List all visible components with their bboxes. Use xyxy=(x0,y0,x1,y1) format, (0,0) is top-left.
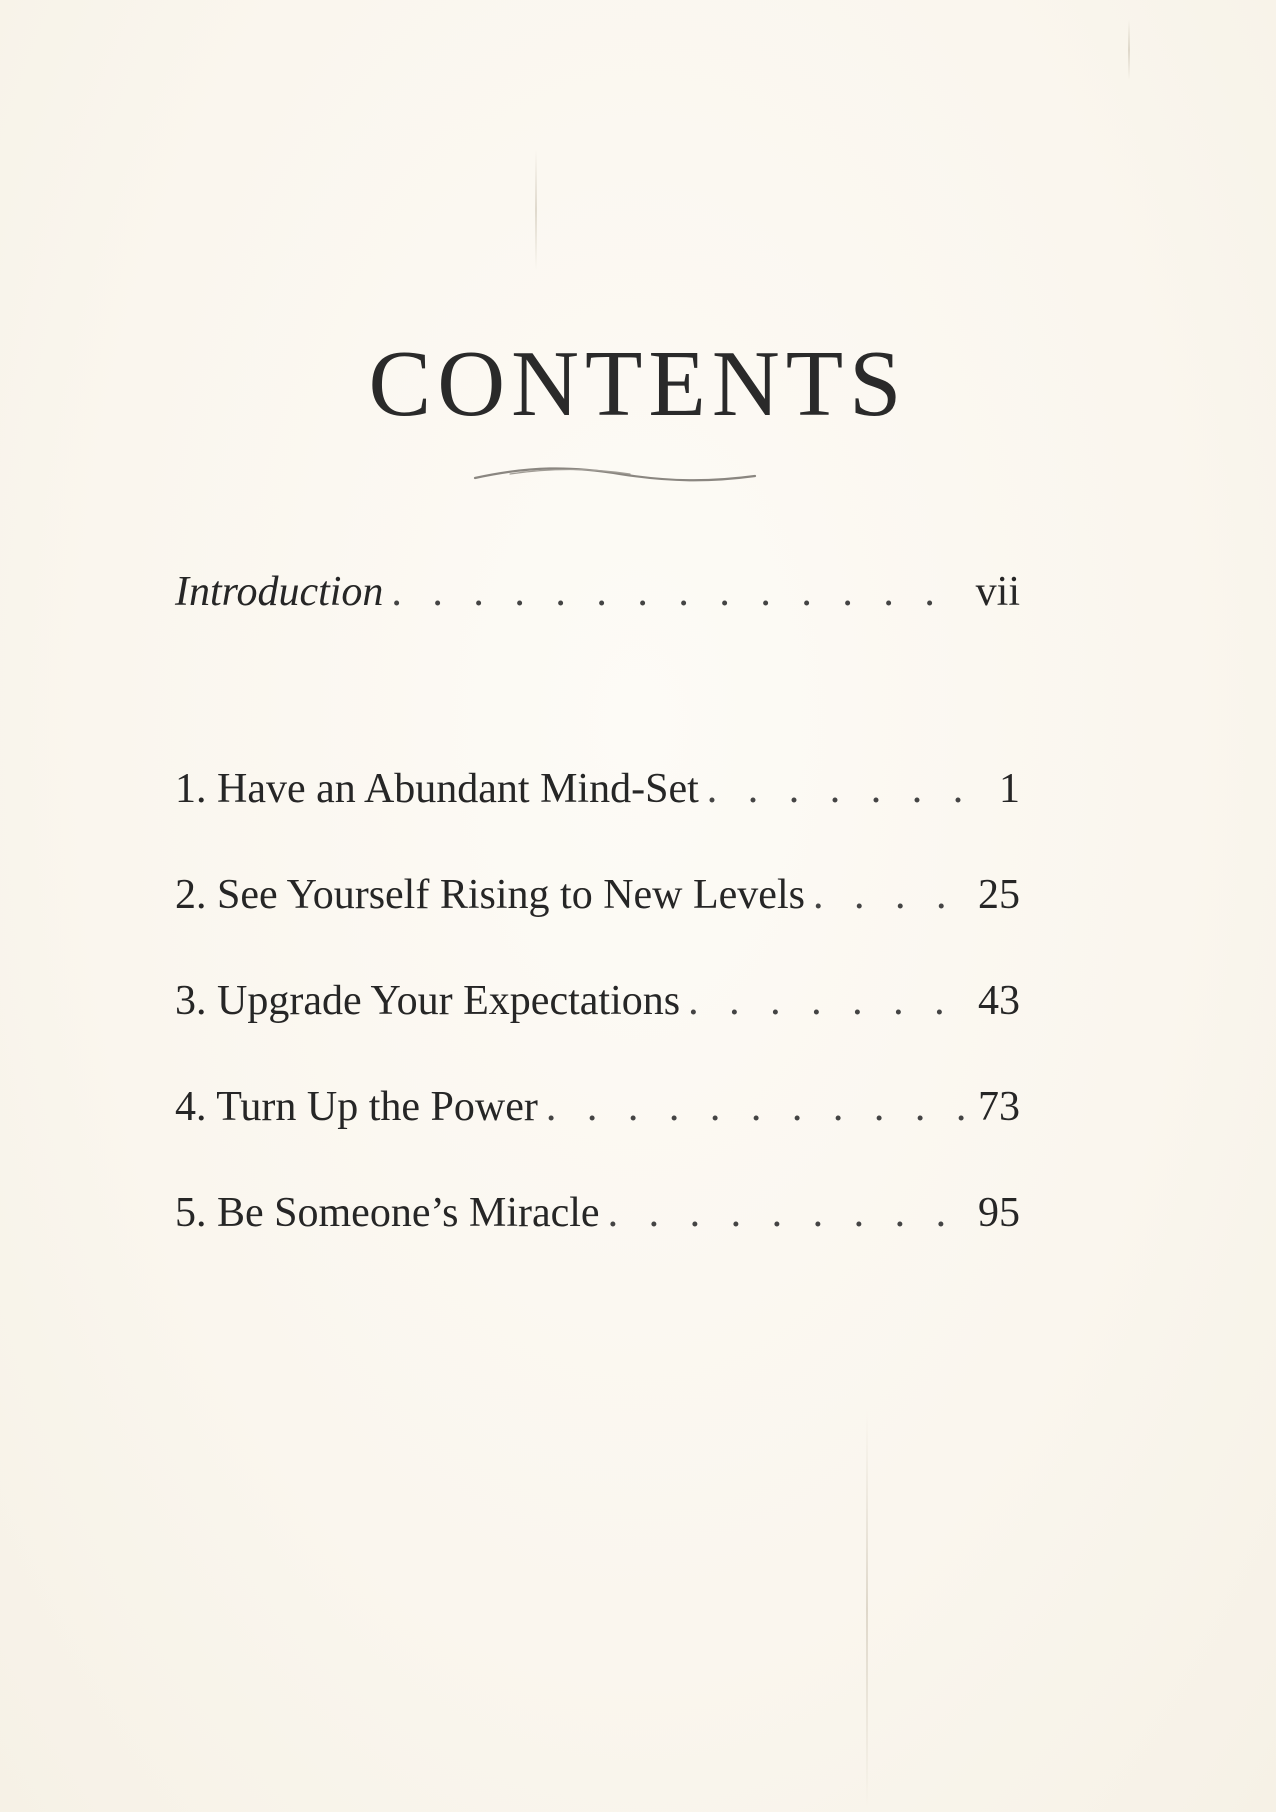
toc-entry-chapter-1[interactable] xyxy=(175,765,1020,825)
toc-entry-page: 43 xyxy=(978,978,1020,1024)
toc-entry-page: 25 xyxy=(978,872,1020,918)
dot-leader xyxy=(707,765,991,813)
dot-leader xyxy=(546,1083,970,1131)
dot-leader xyxy=(608,1189,970,1237)
toc-entry-introduction[interactable] xyxy=(175,568,1020,628)
toc-entry-page: 73 xyxy=(978,1084,1020,1130)
toc-entry-label: Introduction xyxy=(175,569,384,615)
toc-entry-page: 95 xyxy=(978,1190,1020,1236)
toc-entry-page: vii xyxy=(975,569,1020,615)
toc-entry-chapter-3[interactable] xyxy=(175,977,1020,1037)
swash-ornament xyxy=(470,460,760,490)
toc-entry-label: 5. Be Someone’s Miracle xyxy=(175,1190,600,1236)
toc-entry-label: 4. Turn Up the Power xyxy=(175,1084,538,1130)
toc-entry-label: 3. Upgrade Your Expectations xyxy=(175,978,681,1024)
toc-entry-label: 1. Have an Abundant Mind-Set xyxy=(175,766,699,812)
toc-entry-chapter-4[interactable] xyxy=(175,1083,1020,1143)
dot-leader xyxy=(391,568,967,616)
toc-entry-chapter-5[interactable] xyxy=(175,1189,1020,1249)
paper-crease xyxy=(1128,20,1130,80)
toc-entry-label: 2. See Yourself Rising to New Levels xyxy=(175,872,805,918)
dot-leader xyxy=(813,871,970,919)
toc-entry-chapter-2[interactable] xyxy=(175,871,1020,931)
paper-crease xyxy=(866,1410,868,1810)
dot-leader xyxy=(688,977,970,1025)
contents-heading: CONTENTS xyxy=(368,332,908,436)
paper-crease xyxy=(535,150,537,270)
toc-entry-page: 1 xyxy=(999,766,1020,812)
